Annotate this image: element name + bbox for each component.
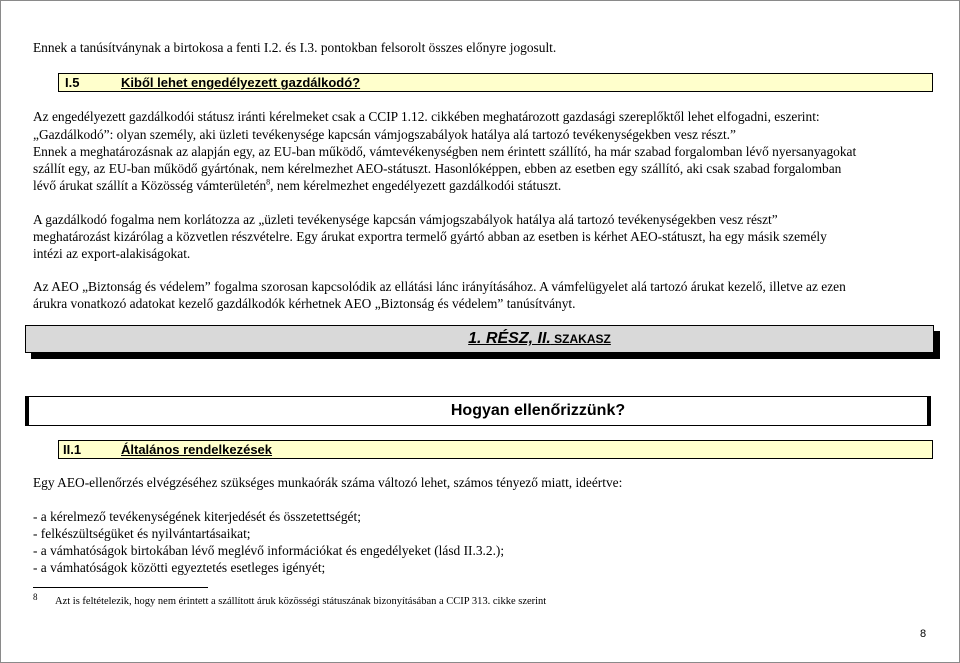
footnote-mark: 8	[33, 592, 38, 602]
section-heading-i5	[58, 73, 933, 92]
paragraph-line	[33, 177, 928, 195]
paragraph-line: Az AEO „Biztonság és védelem” fogalma szorosan kapcsolódik az ellátási lánc irányításához. A vámfelügyelet alá tartozó árukat kezelő, illetve az ezen	[33, 279, 846, 294]
paragraph-line: árukra vonatkozó adatokat kezelő gazdálkodók kérhetnek AEO „Biztonság és védelem” tanúsítványt.	[33, 296, 576, 311]
footnote-text: Azt is feltételezik, hogy nem érintett a szállított áruk közösségi státuszának bizonyításában a CCIP 313. cikke szerint	[55, 596, 547, 607]
list-item: - a kérelmező tevékenységének kiterjedését és összetettségét;	[33, 509, 361, 524]
list-item: - a vámhatóságok közötti egyeztetés esetleges igényét;	[33, 560, 326, 575]
text-run: , nem kérelmezhet engedélyezett gazdálkodói státuszt.	[270, 178, 562, 193]
paragraph-work-hours: Egy AEO-ellenőrzés elvégzéséhez szükséges munkaórák száma változó lehet, számos tényező miatt, ideértve:	[33, 475, 623, 490]
section-heading-ii1	[58, 440, 933, 459]
footnote-reference: 8	[266, 177, 271, 187]
intro-text: Ennek a tanúsítványnak a birtokosa a fenti I.2. és I.3. pontokban felsorolt összes előnyre jogosult.	[33, 40, 557, 55]
footnote-separator	[33, 587, 208, 588]
part-title	[26, 330, 933, 348]
part-section-label: SZAKASZ	[550, 332, 611, 346]
how-heading-box	[25, 396, 931, 426]
part-label: 1. RÉSZ, II.	[468, 330, 551, 347]
paragraph-line: intézi az export-alakiságokat.	[33, 246, 191, 261]
part-banner	[25, 325, 934, 353]
paragraph-line: szállít egy, az EU-ban működő gyártónak, nem kérelmezhet AEO-státuszt. Hasonlóképpen, ebben az esetben egy szállító, aki csak szabad forgalomban	[33, 161, 842, 176]
text-run: lévő árukat szállít a Közösség vámterületén	[33, 178, 267, 193]
paragraph-line: „Gazdálkodó”: olyan személy, aki üzleti tevékenysége kapcsán vámjogszabályok hatálya alá tartozó tevékenységekben vesz részt.”	[33, 127, 736, 142]
paragraph-line: Az engedélyezett gazdálkodói státusz iránti kérelmeket csak a CCIP 1.12. cikkében meghatározott gazdasági szereplőktől lehet elfogadni, eszerint:	[33, 109, 820, 124]
paragraph-line: A gazdálkodó fogalma nem korlátozza az „üzleti tevékenysége kapcsán vámjogszabályok hatálya alá tartozó tevékenységekben vesz részt”	[33, 212, 778, 227]
how-heading: Hogyan ellenőrizzünk?	[450, 402, 626, 419]
list-item: - felkészültségüket és nyilvántartásaikat;	[33, 526, 251, 541]
section-title: Kiből lehet engedélyezett gazdálkodó?	[121, 75, 361, 90]
section-number: II.1	[63, 442, 82, 457]
paragraph-line: meghatározást kizárólag a közvetlen részvételre. Egy árukat exportra termelő gyártó abban az esetben is kérhet AEO-státuszt, ha egy másik személy	[33, 229, 827, 244]
list-item: - a vámhatóságok birtokában lévő meglévő információkat és engedélyeket (lásd II.3.2.);	[33, 543, 505, 558]
section-number: I.5	[65, 75, 80, 90]
page-number: 8	[920, 628, 927, 640]
paragraph-line: Ennek a meghatározásnak az alapján egy, az EU-ban működő, vámtevékenységben nem érintett szállító, ha már szabad forgalomban lévő nyersanyagokat	[33, 144, 857, 159]
section-title: Általános rendelkezések	[121, 442, 273, 457]
